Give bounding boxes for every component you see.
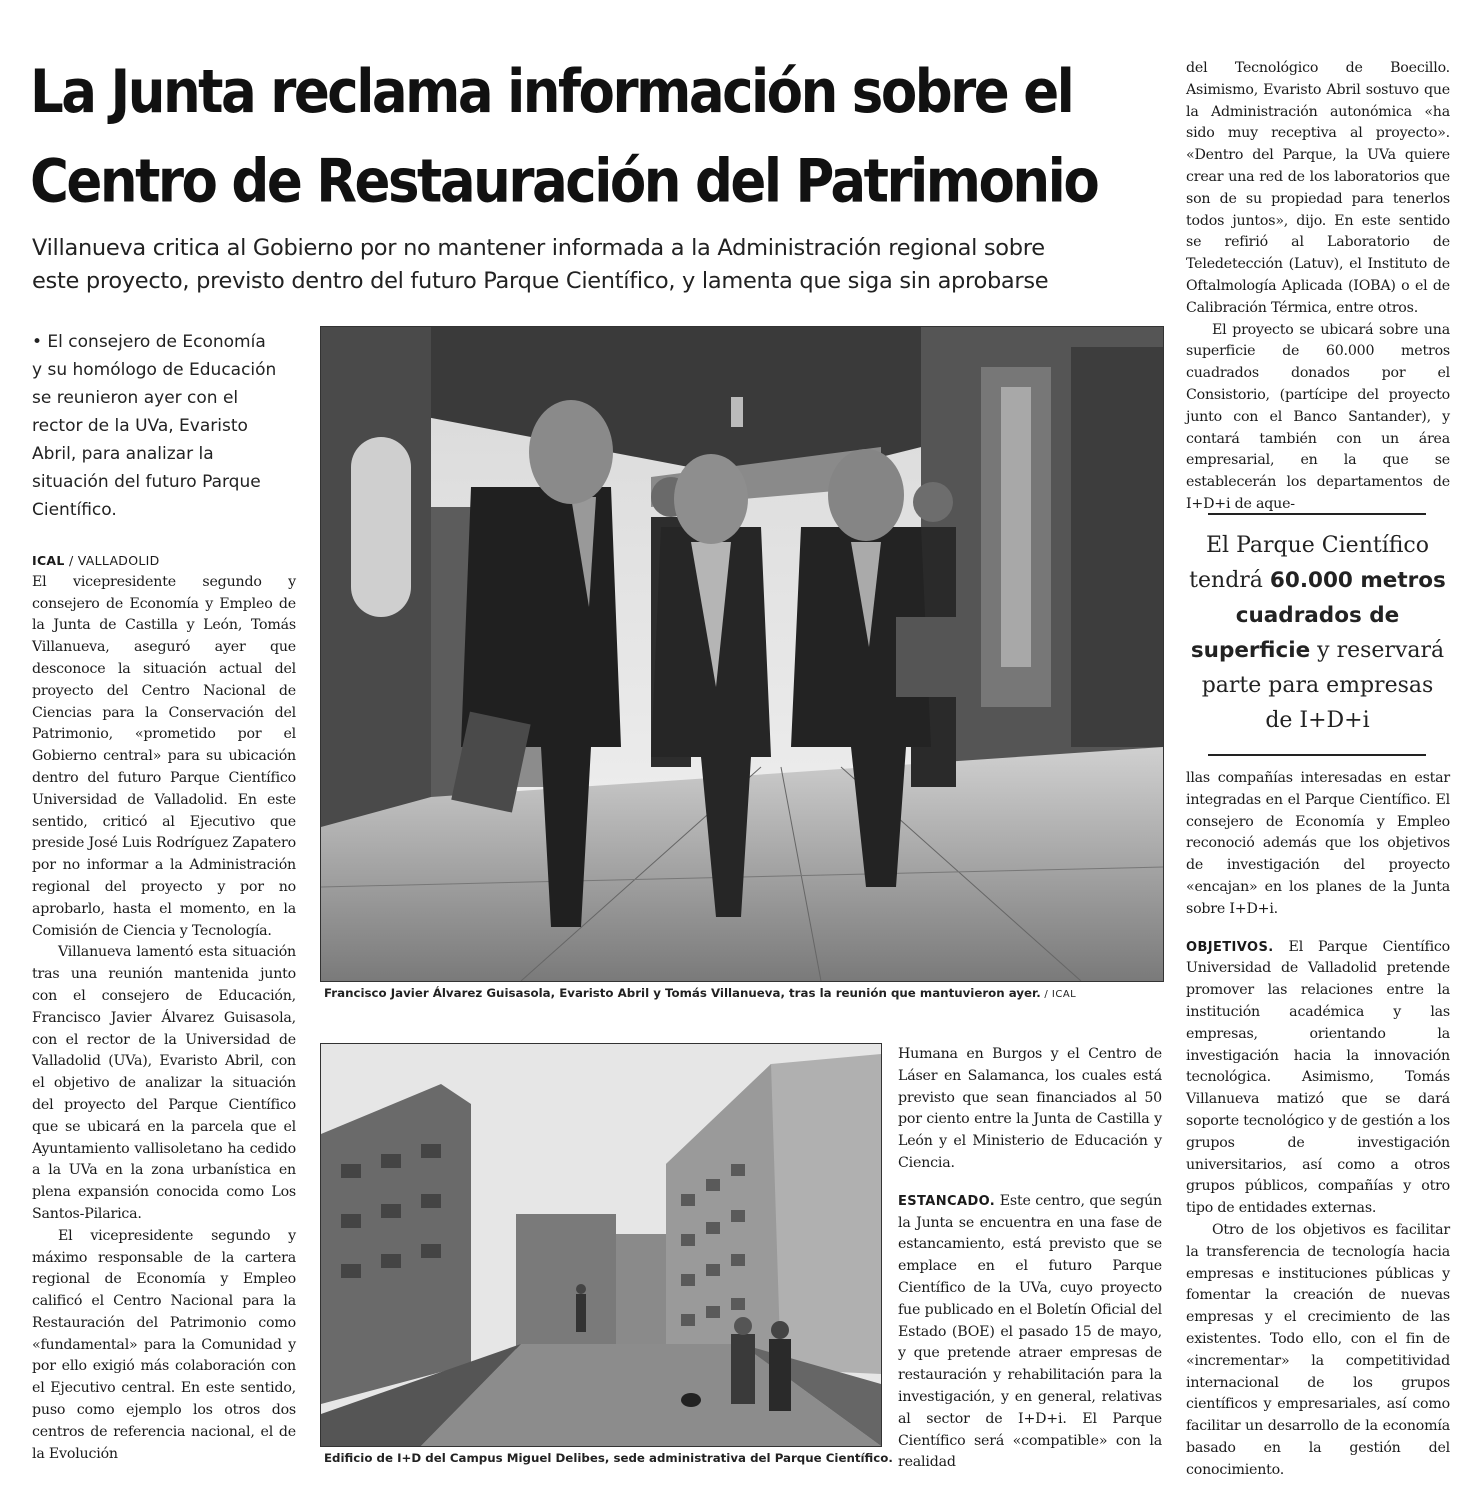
pullquote-rule-bottom	[1208, 754, 1426, 756]
photo-meeting-image	[321, 327, 1163, 981]
headline	[30, 48, 1160, 227]
subheadline-line-2: este proyecto, previsto dentro del futuro Parque Científico, y lamenta que siga sin aprobarse	[32, 268, 1049, 294]
photo-building-caption: Edificio de I+D del Campus Miguel Delibes, sede administrativa del Parque Científico.	[324, 1451, 893, 1465]
headline-line-2: Centro de Restauración del Patrimonio	[30, 147, 1098, 216]
byline	[32, 550, 296, 572]
caption-text: Francisco Javier Álvarez Guisasola, Evaristo Abril y Tomás Villanueva, tras la reunión que mantuvieron ayer.	[324, 986, 1041, 1000]
photo-building-image	[321, 1044, 881, 1446]
paragraph: llas compañías interesadas en estar integradas en el Parque Científico. El consejero de Economía y Empleo reconoció además que los objetivos de investigación del proyecto «encajan» en los planes de la Junta sobre I+D+i.	[1186, 770, 1450, 917]
paragraph-text: El Parque Científico Universidad de Valladolid pretende promover las relaciones entre la institución académica y las empresas, orientando la investigación hacia la innovación tecnológica. Asimismo, Tomás Villanueva matizó que se dará soporte tecnológico y de gestión a los grupos de investigación universitarios, así como a otros grupos públicos, compañías y otro tipo de entidades externas.	[1186, 938, 1450, 1217]
paragraph: El vicepresidente segundo y máximo responsable de la cartera regional de Economía y Empleo calificó el Centro Nacional para la Restauración del Patrimonio como «fundamental» para la Comunidad y por ello exigió más colaboración con el Ejecutivo central. En este sentido, puso como ejemplo los otros dos centros de referencia nacional, el de la Evolución	[32, 1227, 296, 1462]
pullquote-bold: 60.000 metros cuadrados de superficie	[1190, 568, 1446, 663]
paragraph-estancado	[898, 1191, 1162, 1474]
article-column-4-lower	[1186, 768, 1450, 1482]
photo-credit: / ICAL	[1040, 989, 1077, 1000]
photo-building	[320, 1043, 882, 1447]
paragraph: El proyecto se ubicará sobre una superficie de 60.000 metros cuadrados donados por el Consistorio, (partícipe del proyecto junto con el Banco Santander), y contará también con un área empresarial, en la que se establecerán los departamentos de I+D+i de aque-	[1186, 321, 1450, 512]
paragraph: Villanueva lamentó esta situación tras una reunión mantenida junto con el consejero de Educación, Francisco Javier Álvarez Guisasola, con el rector de la Universidad de Valladolid (UVa), Evaristo Abril, con el objetivo de analizar la situación del proyecto del Parque Científico que se ubicará en la parcela que el Ayuntamiento vallisoletano ha cedido a la UVa en la zona urbanística en plena expansión conocida como Los Santos-Pilarica.	[32, 944, 296, 1222]
paragraph: Humana en Burgos y el Centro de Láser en Salamanca, los cuales está previsto que sean financiados al 50 por ciento entre la Junta de Castilla y León y el Ministerio de Educación y Ciencia.	[898, 1046, 1162, 1171]
subheadline-line-1: Villanueva critica al Gobierno por no mantener informada a la Administración regional sobre	[32, 235, 1045, 261]
paragraph: El vicepresidente segundo y consejero de Economía y Empleo de la Junta de Castilla y León, Tomás Villanueva, aseguró ayer que desconoce la situación actual del proyecto del Centro Nacional de Ciencias para la Conservación del Patrimonio, «prometido por el Gobierno central» para su ubicación dentro del futuro Parque Científico Universidad de Valladolid. En este sentido, criticó al Ejecutivo que preside José Luis Rodríguez Zapatero por no informar a la Administración regional del proyecto y por no aprobarlo, hasta el momento, en la Comisión de Ciencia y Tecnología.	[32, 573, 296, 939]
byline-agency: ICAL	[32, 553, 65, 568]
paragraph: del Tecnológico de Boecillo. Asimismo, Evaristo Abril sostuvo que la Administración autonómica «ha sido muy receptiva al proyecto». «Dentro del Parque, la UVa quiere crear una red de los laboratorios que son de su propiedad para tenerlos todos juntos», dijo. En este sentido se refirió al Laboratorio de Teledetección (Latuv), el Instituto de Oftalmología Aplicada (IOBA) o el de Calibración Térmica, entre otros.	[1186, 60, 1450, 316]
article-column-3	[898, 1044, 1162, 1474]
lead-summary: • El consejero de Economía y su homólogo de Educación se reunieron ayer con el rector de la UVa, Evaristo Abril, para analizar la situación del futuro Parque Científico.	[32, 332, 277, 520]
article-column-1	[32, 550, 296, 1465]
photo-meeting-caption	[324, 986, 1076, 1000]
pullquote-pre: El Parque Científico tendrá	[1189, 533, 1429, 593]
kicker-estancado: ESTANCADO.	[898, 1193, 996, 1209]
pullquote-rule-top	[1208, 513, 1426, 515]
paragraph: Otro de los objetivos es facilitar la transferencia de tecnología hacia empresas e instituciones públicas y fomentar la creación de nuevas empresas y el crecimiento de las existentes. Todo ello, con el fin de «incrementar» la competitividad internacional de los grupos científicos y empresariales, así como facilitar un desarrollo de la economía basado en la gestión del conocimiento.	[1186, 1221, 1450, 1478]
photo-meeting	[320, 326, 1164, 982]
headline-line-1: La Junta reclama información sobre el	[30, 58, 1073, 127]
article-column-4-upper	[1186, 58, 1450, 516]
paragraph-text: Este centro, que según la Junta se encuentra en una fase de estancamiento, está previsto que se emplace en el futuro Parque Científico de la UVa, cuyo proyecto fue publicado en el Boletín Oficial del Estado (BOE) el pasado 15 de mayo, y que pretende atraer empresas de restauración y rehabilitación para la investigación, y en general, relativas al sector de I+D+i. El Parque Científico será «compatible» con la realidad	[898, 1192, 1162, 1471]
byline-place: / VALLADOLID	[64, 553, 160, 568]
pull-quote	[1185, 528, 1450, 738]
kicker-objetivos: OBJETIVOS.	[1186, 939, 1274, 955]
paragraph-objetivos	[1186, 937, 1450, 1220]
subheadline	[32, 232, 1162, 298]
pullquote-post: y reservará parte para empresas de I+D+i	[1201, 638, 1445, 733]
